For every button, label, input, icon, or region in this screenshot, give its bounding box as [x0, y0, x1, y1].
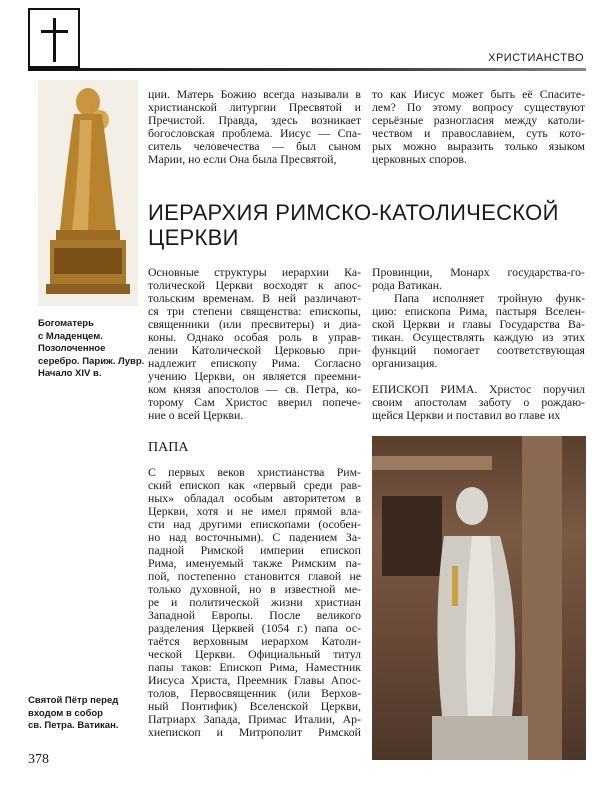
text-line: ческой Церкви. Официальный титул — [148, 647, 361, 661]
text-line: лем? По этому вопросу существуют — [372, 100, 585, 114]
text-line: своим апостолам заботу о рождаю- — [372, 395, 585, 409]
text-line: ции. Матерь Божию всегда называли в — [148, 87, 361, 101]
text-line: ситель человечества — был сыном — [148, 139, 361, 153]
text-line: тольским временам. В ней различают- — [148, 291, 361, 305]
text-line: Пречистой. Правда, здесь возникает — [148, 113, 361, 127]
paragraph — [372, 292, 585, 370]
text-line: только духовной, но в известной ме- — [148, 582, 361, 596]
text-line: торому Сам Христос вверил попече- — [148, 395, 361, 409]
text-line: С первых веков христианства Рим- — [148, 465, 361, 479]
text-line: Иисуса Христа, Преемник Главы Апос- — [148, 673, 361, 687]
text-line: Церкви, хотя и не имел прямой вла- — [148, 504, 361, 518]
header-rule — [28, 68, 586, 71]
caption-line: с Младенцем. — [38, 330, 103, 342]
subheading-papa: ПАПА — [148, 440, 189, 455]
caption-line: св. Петра. Ватикан. — [28, 720, 119, 731]
text-line: щейся Церкви и поставил во главе их — [372, 408, 561, 422]
madonna-statue-image — [38, 80, 138, 306]
text-line: Западной Европы. После великого — [148, 608, 361, 622]
madonna-caption — [38, 318, 144, 381]
text-line: цию: епископа Рима, пастыря Вселен- — [372, 304, 585, 318]
caption-line: Позолоченное — [38, 343, 106, 354]
text-line: ных» обладал особым авторитетом в — [148, 491, 361, 505]
text-line: надлежит епископу Рима. Согласно — [148, 356, 361, 370]
saint-peter-statue-photo — [372, 436, 586, 760]
paragraph — [372, 383, 585, 422]
text-line: серьёзные разногласия между католи- — [372, 113, 585, 127]
text-line: ской Церкви и главы Государства Ва- — [372, 317, 585, 331]
text-line: ный Понтифик) Вселенской Церкви, — [148, 699, 361, 713]
text-line: толической Церкви восходят к апос- — [148, 278, 361, 292]
text-line: рода Ватикан. — [372, 278, 442, 292]
caption-line: Богоматерь — [38, 318, 94, 329]
text-line: толов, Первосвященник (или Верхов- — [148, 686, 361, 700]
page-number: 378 — [28, 752, 49, 767]
text-line: церковных споров. — [372, 152, 467, 166]
text-line: тикан. Осуществлять каждую из этих — [372, 330, 585, 344]
text-line: Рима, именуемый также Римским па- — [148, 556, 361, 570]
text-line: Основные структуры иерархии Ка- — [148, 265, 361, 279]
text-line: ре и политической жизни христиан — [148, 595, 361, 609]
text-line: таётся верховным иерархом Католи- — [148, 634, 361, 648]
main-column-1 — [148, 266, 361, 422]
text-line: пой, постепенно становится главой не — [148, 569, 361, 583]
text-line: учению Церкви, он является преемни- — [148, 369, 361, 383]
caption-line: серебро. Париж. Лувр. — [38, 355, 145, 367]
peter-caption — [28, 695, 118, 733]
heading-line: ЦЕРКВИ — [148, 225, 239, 250]
paragraph — [372, 266, 585, 292]
text-line: функций помогает соответствующая — [372, 343, 585, 357]
text-line: лении Католической Церковью при- — [148, 343, 361, 357]
text-line: Папа исполняет тройную функ- — [394, 291, 585, 305]
text-line: ние о всей Церкви. — [148, 408, 244, 422]
caption-line: Начало XIV в. — [38, 368, 102, 379]
text-line: разделения Церквей (1054 г.) папа ос- — [148, 621, 361, 635]
intro-column-1 — [148, 88, 361, 166]
text-line: коны. Однако особая роль в управ- — [148, 330, 361, 344]
heading-line: ИЕРАРХИЯ РИМСКО-КАТОЛИЧЕСКОЙ — [148, 200, 559, 225]
text-line: организация. — [372, 356, 438, 370]
text-line: папы таков: Епископ Рима, Наместник — [148, 660, 361, 674]
text-line: хиепископ и Митрополит Римской — [148, 725, 361, 739]
text-line: но над восточными). С падением За- — [148, 530, 361, 544]
text-line: Провинции, Монарх государства-го- — [372, 265, 585, 279]
text-line: падной Римской империи епископ — [148, 543, 361, 557]
text-line: христианской литургии Пресвятой и — [148, 100, 361, 114]
text-line: ский епископ как «первый среди рав- — [148, 478, 361, 492]
text-line: ком князя апостолов — св. Петра, ко- — [148, 382, 361, 396]
caption-line: Святой Пётр перед — [28, 695, 119, 706]
text-line: Марии, но если Она была Пресвятой, — [148, 152, 337, 166]
text-line: священники (или пресвитеры) и диа- — [148, 317, 361, 331]
text-line: богословская проблема. Иисус — Спа- — [148, 126, 361, 140]
text-line: ся три степени священства: епископы, — [148, 304, 361, 318]
intro-column-2 — [372, 88, 585, 166]
text-line: Патриарх Запада, Примас Италии, Ар- — [148, 712, 361, 726]
caption-line: входом в собор — [28, 707, 103, 719]
text-line: чеством и православием, суть кото- — [372, 126, 585, 140]
text-line: то как Иисус может быть её Спасите- — [372, 87, 585, 101]
text-line: сти над другими епископами (особен- — [148, 517, 361, 531]
main-column-2 — [372, 266, 585, 422]
section-heading — [148, 200, 559, 250]
papa-column — [148, 466, 361, 739]
section-title: ХРИСТИАНСТВО — [488, 52, 584, 64]
cross-icon — [28, 8, 80, 68]
text-line: ЕПИСКОП РИМА. Христос поручил — [372, 382, 585, 396]
text-line: рых можно выразить только языком — [372, 139, 585, 153]
